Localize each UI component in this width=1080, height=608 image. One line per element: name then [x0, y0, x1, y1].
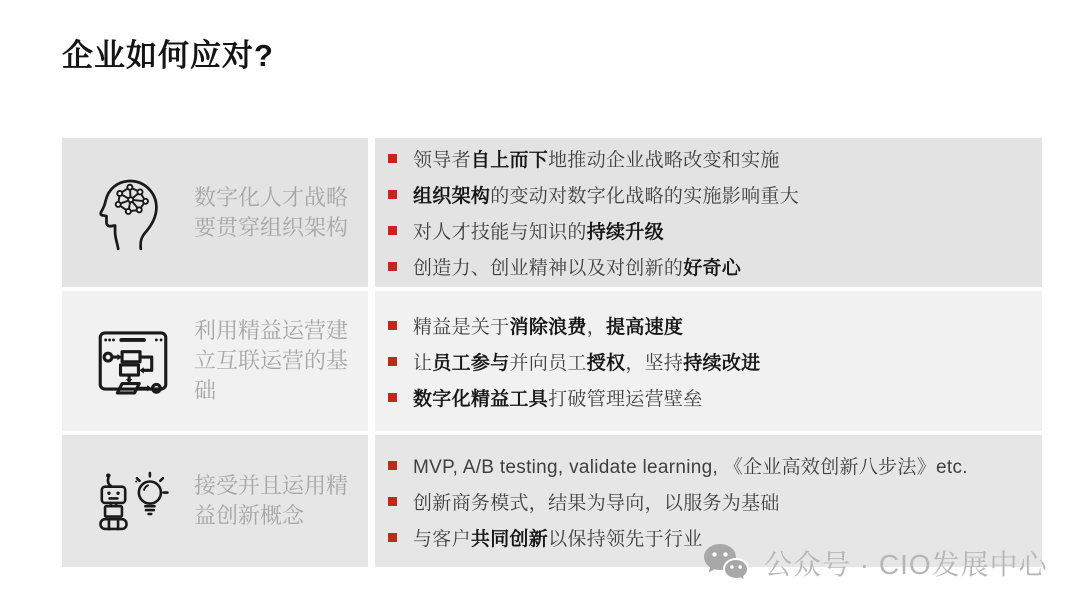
bullet-item	[385, 343, 1042, 379]
watermark-text: 公众号 · CIO发展中心	[764, 549, 1048, 580]
response-table	[62, 138, 1042, 567]
bullet-text: MVP, A/B testing, validate learning, 《企业高效创新八步法》etc.	[413, 456, 968, 478]
bullet-text: 让员工参与并向员工授权，坚持持续改进	[413, 352, 761, 374]
wechat-icon	[702, 542, 750, 584]
row-label: 利用精益运营建立互联运营的基础	[194, 318, 349, 403]
brain-network-head-icon	[94, 174, 172, 252]
bullet-item	[385, 177, 1042, 213]
table-row	[62, 291, 1042, 431]
bullet-item	[385, 447, 1042, 483]
bullet-text: 创新商务模式，结果为导向，以服务为基础	[413, 492, 780, 514]
bullet-marker-icon	[388, 497, 397, 506]
bullet-text: 组织架构的变动对数字化战略的实施影响重大	[413, 186, 800, 207]
bullet-text: 领导者自上而下地推动企业战略改变和实施	[413, 150, 780, 171]
bullet-marker-icon	[388, 154, 397, 163]
bullet-marker-icon	[388, 393, 397, 402]
bullet-marker-icon	[388, 321, 397, 330]
flowchart-window-icon	[94, 322, 172, 400]
row-header-cell	[62, 291, 368, 431]
row-content-cell	[375, 291, 1042, 431]
bullet-item	[385, 307, 1042, 343]
row-content-cell	[375, 138, 1042, 287]
bullet-marker-icon	[388, 226, 397, 235]
bullet-text: 数字化精益工具打破管理运营壁垒	[413, 388, 703, 410]
row-header-cell	[62, 138, 368, 287]
page-title: 企业如何应对?	[62, 38, 274, 73]
bullet-marker-icon	[388, 461, 397, 470]
bullet-marker-icon	[388, 357, 397, 366]
bullet-list	[385, 141, 1042, 285]
bullet-list	[385, 307, 1042, 415]
row-header-cell	[62, 435, 368, 567]
bullet-item	[385, 379, 1042, 415]
bullet-text: 创造力、创业精神以及对创新的好奇心	[413, 258, 742, 279]
bullet-item	[385, 141, 1042, 177]
row-label: 接受并且运用精益创新概念	[194, 473, 349, 528]
bullet-marker-icon	[388, 190, 397, 199]
bullet-text: 对人才技能与知识的持续升级	[413, 222, 664, 243]
bullet-item	[385, 483, 1042, 519]
robot-lightbulb-icon	[94, 462, 172, 540]
bullet-marker-icon	[388, 533, 397, 542]
bullet-item	[385, 249, 1042, 285]
bullet-marker-icon	[388, 262, 397, 271]
bullet-text: 精益是关于消除浪费，提高速度	[413, 316, 684, 338]
row-label: 数字化人才战略要贯穿组织架构	[194, 184, 349, 240]
watermark	[702, 538, 1048, 588]
table-row	[62, 138, 1042, 287]
bullet-text: 与客户共同创新以保持领先于行业	[413, 528, 703, 550]
bullet-item	[385, 213, 1042, 249]
